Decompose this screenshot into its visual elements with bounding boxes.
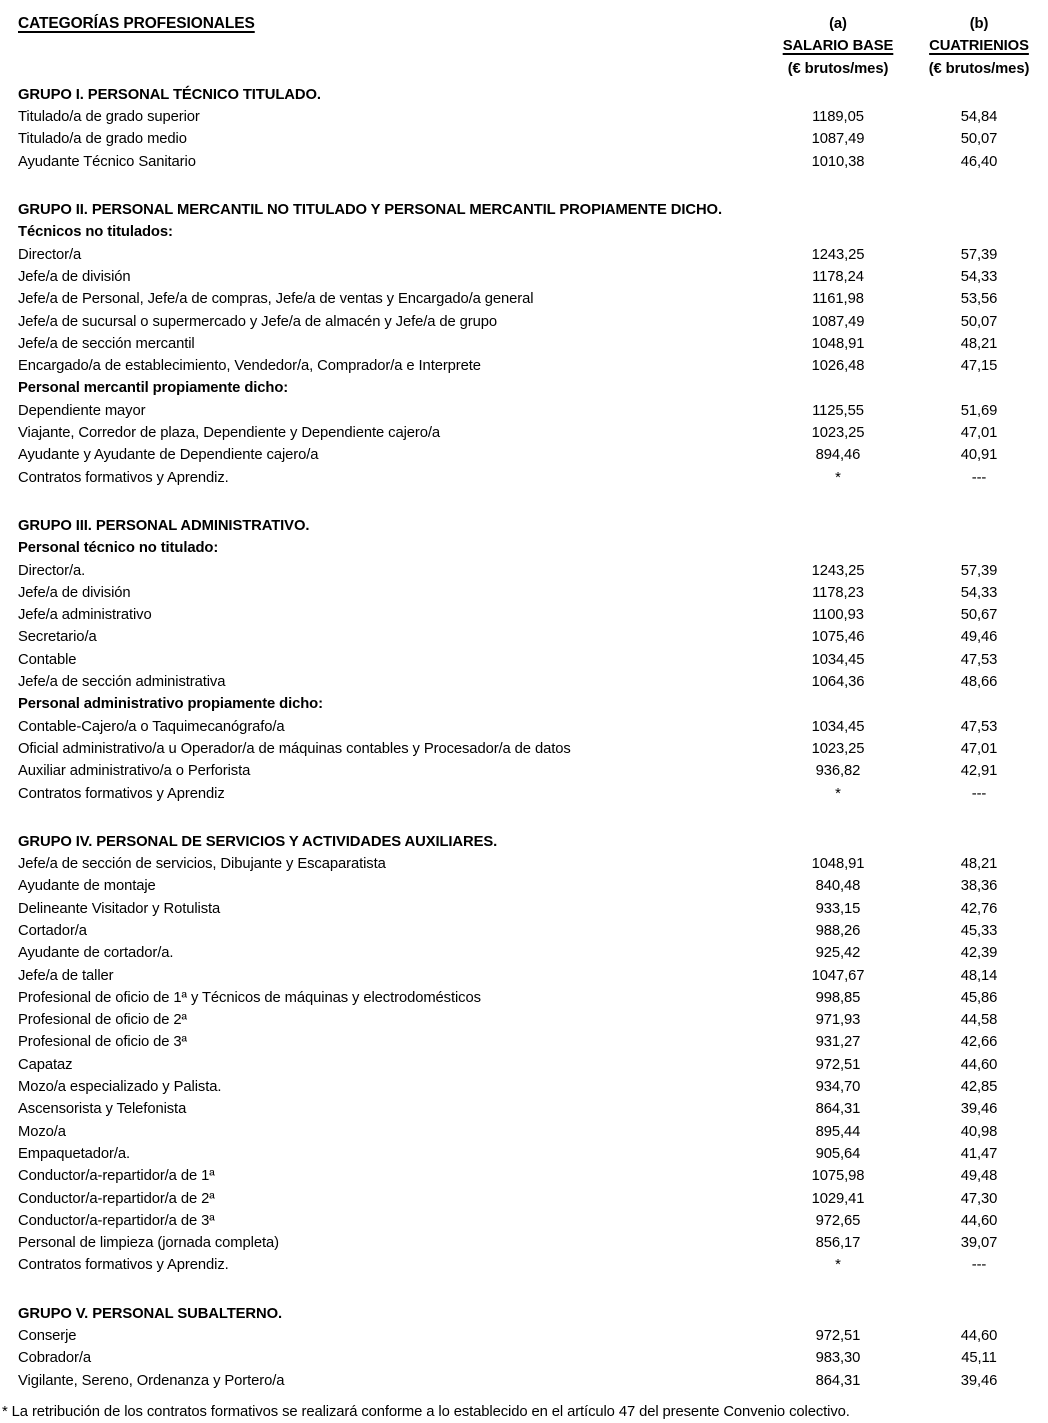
cell-cuatrienios: 42,39 <box>960 945 998 962</box>
table-row <box>18 920 1036 942</box>
cell-cuatrienios: 39,07 <box>960 1235 998 1252</box>
row-label: Jefe/a de división <box>18 584 131 601</box>
cell-salario-base: 1161,98 <box>812 291 864 308</box>
table-row <box>18 1143 1036 1165</box>
row-subheading: Personal técnico no titulado: <box>18 540 219 557</box>
cell-cuatrienios: 49,46 <box>960 629 998 646</box>
cell-salario-base: 1048,91 <box>811 856 865 873</box>
table-row <box>18 266 1036 288</box>
column-letter-b: (b) <box>969 16 989 32</box>
cell-salario-base: 905,64 <box>815 1145 861 1162</box>
cell-salario-base: * <box>835 1257 841 1274</box>
column-unit-b: (€ brutos/mes) <box>928 60 1030 77</box>
cell-salario-base: 988,26 <box>815 922 861 939</box>
cell-cuatrienios: 41,47 <box>960 1145 998 1162</box>
row-label: Delineante Visitador y Rotulista <box>18 900 221 917</box>
cell-salario-base: 1034,45 <box>811 718 865 735</box>
cell-salario-base: 895,44 <box>815 1123 861 1140</box>
row-label: Viajante, Corredor de plaza, Dependiente y Dependiente cajero/a <box>18 425 441 442</box>
cell-cuatrienios: --- <box>971 785 987 802</box>
row-label: Titulado/a de grado superior <box>18 109 200 126</box>
cell-salario-base: 972,51 <box>815 1056 861 1073</box>
cell-cuatrienios: 44,60 <box>960 1328 998 1345</box>
row-label: Dependiente mayor <box>18 402 146 419</box>
row-label: Capataz <box>18 1056 73 1073</box>
cell-cuatrienios: --- <box>971 1257 987 1274</box>
table-row <box>18 1188 1036 1210</box>
cell-cuatrienios: 40,91 <box>960 447 998 464</box>
row-label: Mozo/a especializado y Palista. <box>18 1079 222 1096</box>
group-heading: GRUPO II. PERSONAL MERCANTIL NO TITULADO Y PERSONAL MERCANTIL PROPIAMENTE DICHO. <box>18 202 722 219</box>
table-row <box>18 898 1036 920</box>
table-row <box>18 288 1036 310</box>
row-label: Contable <box>18 651 77 668</box>
cell-salario-base: 972,65 <box>815 1212 861 1229</box>
row-label: Titulado/a de grado medio <box>18 131 187 148</box>
cell-salario-base: 933,15 <box>815 900 861 917</box>
cell-cuatrienios: 50,67 <box>960 607 998 624</box>
row-label: Cobrador/a <box>18 1350 92 1367</box>
cell-salario-base: 1029,41 <box>811 1190 865 1207</box>
table-group <box>18 515 1036 805</box>
table-row <box>18 151 1036 173</box>
column-headers <box>754 13 1036 80</box>
row-label: Profesional de oficio de 3ª <box>18 1034 187 1051</box>
row-label: Empaquetador/a. <box>18 1145 131 1162</box>
cell-salario-base: 1048,91 <box>811 335 865 352</box>
table-row <box>18 671 1036 693</box>
cell-cuatrienios: 42,66 <box>960 1034 998 1051</box>
page-title: CATEGORÍAS PROFESIONALES <box>18 15 255 32</box>
cell-salario-base: 1075,46 <box>811 629 865 646</box>
cell-salario-base: 931,27 <box>815 1034 861 1051</box>
row-label: Mozo/a <box>18 1123 66 1140</box>
row-label: Jefe/a de taller <box>18 967 114 984</box>
row-label: Director/a <box>18 246 82 263</box>
cell-cuatrienios: 47,01 <box>960 425 998 442</box>
cell-cuatrienios: 54,33 <box>960 268 998 285</box>
row-subheading: Personal mercantil propiamente dicho: <box>18 380 289 397</box>
cell-salario-base: 1075,98 <box>811 1168 865 1185</box>
cell-salario-base: 934,70 <box>815 1079 861 1096</box>
cell-cuatrienios: 48,21 <box>960 856 998 873</box>
table-row <box>18 1210 1036 1232</box>
cell-salario-base: 1047,67 <box>811 967 865 984</box>
cell-cuatrienios: 54,33 <box>960 584 998 601</box>
group-heading: GRUPO I. PERSONAL TÉCNICO TITULADO. <box>18 86 321 103</box>
group-heading: GRUPO IV. PERSONAL DE SERVICIOS Y ACTIVIDADES AUXILIARES. <box>18 833 498 850</box>
cell-salario-base: 972,51 <box>815 1328 861 1345</box>
table-row <box>18 875 1036 897</box>
row-label: Ayudante Técnico Sanitario <box>18 153 196 170</box>
cell-salario-base: 1189,05 <box>812 109 864 126</box>
table-row <box>18 783 1036 805</box>
cell-cuatrienios: 50,07 <box>960 313 998 330</box>
table-row <box>18 355 1036 377</box>
row-label: Jefe/a de división <box>18 268 131 285</box>
column-letter-a: (a) <box>829 16 847 32</box>
cell-salario-base: 1178,23 <box>812 584 864 601</box>
row-label: Contratos formativos y Aprendiz <box>18 785 225 802</box>
cell-salario-base: 925,42 <box>815 945 861 962</box>
cell-salario-base: 864,31 <box>815 1101 861 1118</box>
cell-cuatrienios: 38,36 <box>960 878 998 895</box>
cell-cuatrienios: 48,21 <box>960 335 998 352</box>
title-wrap <box>18 13 754 35</box>
cell-cuatrienios: 53,56 <box>960 291 998 308</box>
table-row <box>18 333 1036 355</box>
cell-salario-base: 1125,55 <box>812 402 864 419</box>
cell-cuatrienios: 39,46 <box>960 1101 998 1118</box>
cell-cuatrienios: 45,11 <box>961 1350 997 1367</box>
cell-cuatrienios: 48,66 <box>960 674 998 691</box>
cell-salario-base: 894,46 <box>815 447 861 464</box>
cell-cuatrienios: 42,91 <box>960 763 998 780</box>
cell-salario-base: 1243,25 <box>811 562 865 579</box>
row-label: Auxiliar administrativo/a o Perforista <box>18 763 251 780</box>
cell-cuatrienios: 42,85 <box>960 1079 998 1096</box>
table-row <box>18 965 1036 987</box>
row-label: Jefe/a de sección mercantil <box>18 335 195 352</box>
table-row <box>18 221 1036 243</box>
group-heading: GRUPO V. PERSONAL SUBALTERNO. <box>18 1305 283 1322</box>
cell-cuatrienios: 47,30 <box>960 1190 998 1207</box>
table-row <box>18 422 1036 444</box>
cell-cuatrienios: 44,58 <box>960 1012 998 1029</box>
cell-cuatrienios: 49,48 <box>960 1168 998 1185</box>
row-label: Director/a. <box>18 562 86 579</box>
column-unit-a: (€ brutos/mes) <box>787 60 889 77</box>
table-row <box>18 1232 1036 1254</box>
column-title-cuatrienios: CUATRIENIOS <box>929 38 1029 55</box>
table-row <box>18 1347 1036 1369</box>
table-row <box>18 1009 1036 1031</box>
table-row <box>18 1076 1036 1098</box>
cell-salario-base: 936,82 <box>815 763 861 780</box>
cell-salario-base: 1026,48 <box>811 358 865 375</box>
cell-cuatrienios: 47,15 <box>960 358 998 375</box>
table-row <box>18 467 1036 489</box>
row-label: Ayudante y Ayudante de Dependiente cajero/a <box>18 447 319 464</box>
table-row <box>18 693 1036 715</box>
cell-cuatrienios: 46,40 <box>960 153 998 170</box>
table-row <box>18 942 1036 964</box>
table-row <box>18 537 1036 559</box>
row-label: Contratos formativos y Aprendiz. <box>18 469 229 486</box>
cell-salario-base: 1010,38 <box>811 153 865 170</box>
table-row <box>18 626 1036 648</box>
table-group <box>18 84 1036 173</box>
row-subheading: Técnicos no titulados: <box>18 224 173 241</box>
cell-cuatrienios: 39,46 <box>960 1372 998 1389</box>
table-row <box>18 1121 1036 1143</box>
cell-salario-base: * <box>835 469 841 486</box>
row-label: Jefe/a de sucursal o supermercado y Jefe/a de almacén y Jefe/a de grupo <box>18 313 498 330</box>
cell-cuatrienios: 40,98 <box>960 1123 998 1140</box>
cell-salario-base: 864,31 <box>815 1372 861 1389</box>
table-row <box>18 1254 1036 1276</box>
row-label: Jefe/a de sección administrativa <box>18 674 226 691</box>
row-label: Secretario/a <box>18 629 97 646</box>
row-label: Profesional de oficio de 1ª y Técnicos de máquinas y electrodomésticos <box>18 989 481 1006</box>
table-row <box>18 1054 1036 1076</box>
row-label: Jefe/a de sección de servicios, Dibujante y Escaparatista <box>18 856 386 873</box>
table-row <box>18 582 1036 604</box>
group-heading: GRUPO III. PERSONAL ADMINISTRATIVO. <box>18 517 310 534</box>
cell-salario-base: 1087,49 <box>811 131 865 148</box>
table-row <box>18 738 1036 760</box>
table-group <box>18 199 1036 489</box>
row-label: Conductor/a-repartidor/a de 2ª <box>18 1190 215 1207</box>
row-subheading: Personal administrativo propiamente dicho: <box>18 696 323 713</box>
row-label: Ayudante de montaje <box>18 878 156 895</box>
table-row <box>18 1325 1036 1347</box>
column-title-salario-base: SALARIO BASE <box>782 38 894 55</box>
cell-cuatrienios: 51,69 <box>960 402 998 419</box>
table-row <box>18 377 1036 399</box>
table-row <box>18 760 1036 782</box>
table-row <box>18 649 1036 671</box>
table-row <box>18 244 1036 266</box>
table-group <box>18 1303 1036 1392</box>
table-row <box>18 560 1036 582</box>
cell-salario-base: 1064,36 <box>811 674 865 691</box>
cell-cuatrienios: 45,86 <box>960 989 998 1006</box>
row-label: Profesional de oficio de 2ª <box>18 1012 187 1029</box>
row-label: Vigilante, Sereno, Ordenanza y Portero/a <box>18 1372 285 1389</box>
column-header-cuatrienios <box>922 13 1036 80</box>
table-row <box>18 853 1036 875</box>
table-row <box>18 716 1036 738</box>
cell-cuatrienios: 44,60 <box>960 1056 998 1073</box>
cell-salario-base: 1034,45 <box>811 651 865 668</box>
row-label: Conductor/a-repartidor/a de 3ª <box>18 1212 215 1229</box>
row-label: Ayudante de cortador/a. <box>18 945 174 962</box>
table-row <box>18 1031 1036 1053</box>
row-label: Ascensorista y Telefonista <box>18 1101 187 1118</box>
cell-salario-base: 1178,24 <box>812 268 864 285</box>
table-row <box>18 1370 1036 1392</box>
cell-salario-base: 971,93 <box>815 1012 861 1029</box>
row-label: Jefe/a de Personal, Jefe/a de compras, Jefe/a de ventas y Encargado/a general <box>18 291 534 308</box>
cell-cuatrienios: --- <box>971 469 987 486</box>
cell-cuatrienios: 57,39 <box>960 246 998 263</box>
cell-salario-base: 1243,25 <box>811 246 865 263</box>
cell-salario-base: 840,48 <box>815 878 861 895</box>
table-row <box>18 128 1036 150</box>
cell-cuatrienios: 42,76 <box>960 900 998 917</box>
cell-cuatrienios: 54,84 <box>960 109 998 126</box>
table-row <box>18 987 1036 1009</box>
row-label: Conductor/a-repartidor/a de 1ª <box>18 1168 215 1185</box>
table-row <box>18 1098 1036 1120</box>
table-row <box>18 106 1036 128</box>
row-label: Personal de limpieza (jornada completa) <box>18 1235 279 1252</box>
footnote: * La retribución de los contratos formativos se realizará conforme a lo establecido en el artículo 47 del presente Convenio colectivo. <box>2 1403 850 1420</box>
table-row <box>18 400 1036 422</box>
table-group <box>18 831 1036 1277</box>
row-label: Conserje <box>18 1328 77 1345</box>
cell-salario-base: * <box>835 785 841 802</box>
cell-cuatrienios: 47,53 <box>960 651 998 668</box>
cell-cuatrienios: 45,33 <box>960 922 998 939</box>
row-label: Jefe/a administrativo <box>18 607 152 624</box>
column-header-salario-base <box>754 13 922 80</box>
cell-salario-base: 998,85 <box>815 989 861 1006</box>
cell-cuatrienios: 47,01 <box>960 740 998 757</box>
table-row <box>18 604 1036 626</box>
table-row <box>18 1165 1036 1187</box>
salary-table <box>18 84 1036 1392</box>
cell-cuatrienios: 44,60 <box>960 1212 998 1229</box>
row-label: Contratos formativos y Aprendiz. <box>18 1257 229 1274</box>
table-row <box>18 444 1036 466</box>
cell-cuatrienios: 50,07 <box>960 131 998 148</box>
cell-salario-base: 856,17 <box>815 1235 861 1252</box>
cell-salario-base: 983,30 <box>815 1350 861 1367</box>
cell-salario-base: 1023,25 <box>811 425 865 442</box>
cell-cuatrienios: 47,53 <box>960 718 998 735</box>
row-label: Contable-Cajero/a o Taquimecanógrafo/a <box>18 718 285 735</box>
cell-salario-base: 1087,49 <box>811 313 865 330</box>
row-label: Encargado/a de establecimiento, Vendedor/a, Comprador/a e Interprete <box>18 358 481 375</box>
row-label: Oficial administrativo/a u Operador/a de máquinas contables y Procesador/a de datos <box>18 740 571 757</box>
row-label: Cortador/a <box>18 922 87 939</box>
table-row <box>18 311 1036 333</box>
cell-cuatrienios: 48,14 <box>960 967 998 984</box>
cell-salario-base: 1100,93 <box>812 607 864 624</box>
cell-salario-base: 1023,25 <box>811 740 865 757</box>
table-header <box>18 13 1036 80</box>
cell-cuatrienios: 57,39 <box>960 562 998 579</box>
